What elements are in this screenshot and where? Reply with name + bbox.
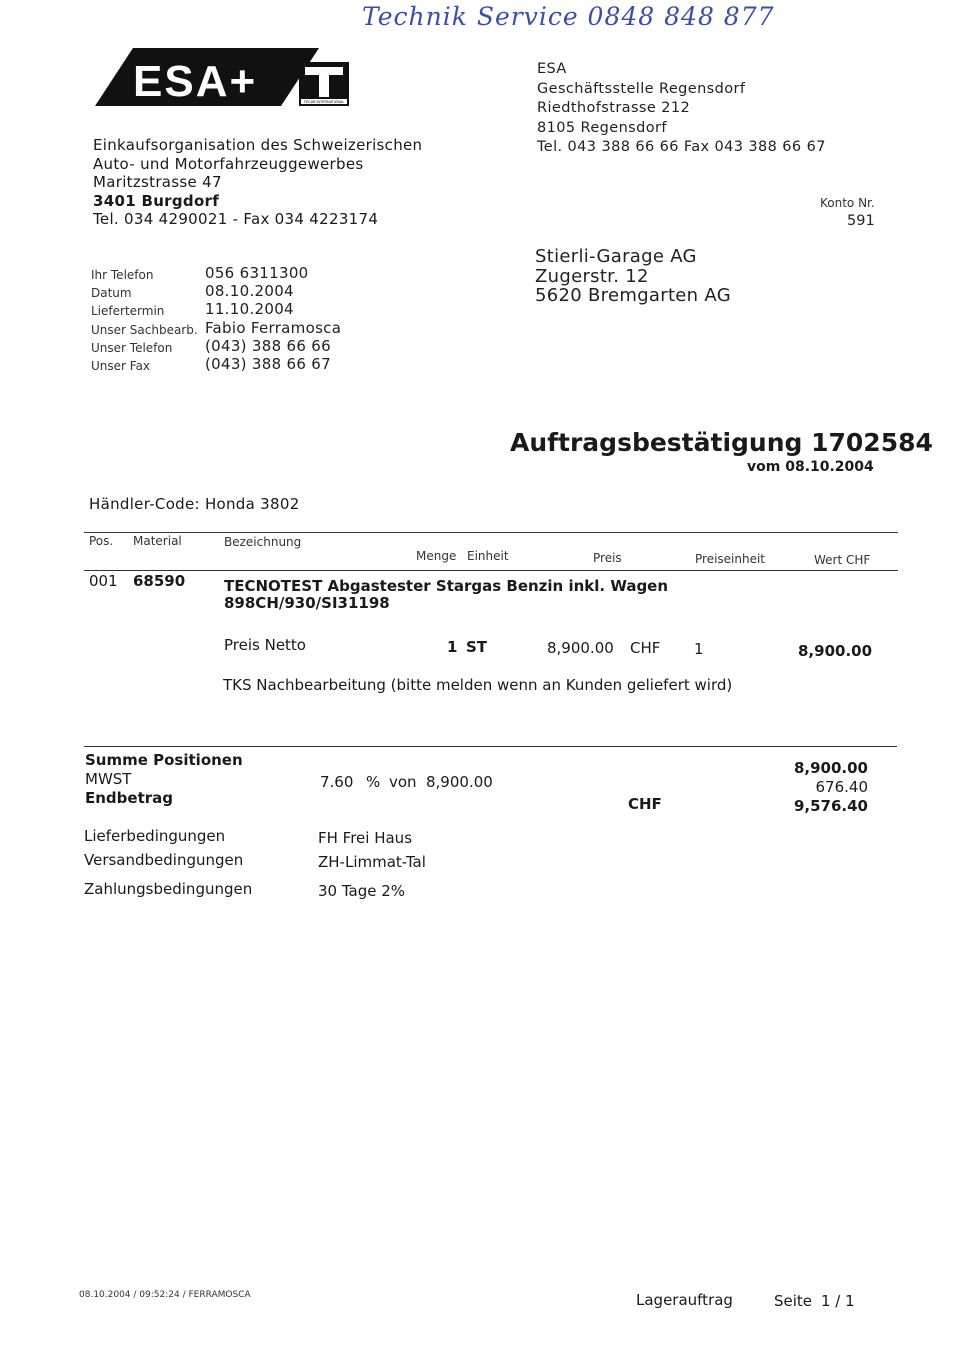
info-value: (043) 388 66 66 [205,336,331,355]
header-material: Material [133,534,182,548]
dealer-code: Händler-Code: Honda 3802 [89,495,300,513]
sender-phone-fax: Tel. 034 4290021 - Fax 034 4223174 [93,210,379,228]
condition-value: ZH-Limmat-Tal [318,853,426,871]
sender-city: 3401 Burgdorf [93,191,220,210]
vat-base: 8,900.00 [426,773,493,791]
vat-value: 676.40 [815,778,868,796]
esa-office-branch: Geschäftsstelle Regensdorf [537,80,746,97]
item-note: TKS Nachbearbeitung (bitte melden wenn an Kunden geliefert wird) [223,676,733,694]
item-description-2: 898CH/930/SI31198 [224,594,390,612]
print-stamp: 08.10.2004 / 09:52:24 / FERRAMOSCA [79,1290,251,1300]
vat-label: MWST [85,770,132,788]
esa-logo [95,44,350,110]
header-price-unit: Preiseinheit [695,552,766,566]
info-value: 08.10.2004 [205,282,294,301]
vat-rate: 7.60 [320,773,354,791]
sum-label: Summe Positionen [85,751,243,769]
footer-page-label: Seite [774,1292,813,1310]
esa-office-street: Riedthofstrasse 212 [537,100,691,116]
price-unit-st: ST [466,638,488,656]
condition-value: FH Frei Haus [318,829,413,847]
info-value: Fabio Ferramosca [205,318,342,337]
info-label: Ihr Telefon [91,268,154,282]
handwritten-note: Technik Service 0848 848 877 [362,2,775,31]
sender-street: Maritzstrasse 47 [93,173,222,191]
footer-type: Lagerauftrag [636,1291,733,1309]
condition-value: 30 Tage 2% [318,882,406,900]
condition-label: Zahlungsbedingungen [84,880,253,898]
table-top-rule [84,532,898,533]
recipient-address [535,247,731,306]
info-labels [91,266,198,375]
document-title: Auftragsbestätigung 1702584 [510,428,933,457]
header-unit: Einheit [467,549,509,563]
esa-office-city: 8105 Regensdorf [537,119,667,136]
header-quantity: Menge [416,549,457,563]
esa-office-phone-fax: Tel. 043 388 66 66 Fax 043 388 66 67 [537,139,826,155]
info-value: (043) 388 66 67 [205,355,331,374]
total-value: 9,576.40 [793,797,868,815]
esa-office-address [537,60,826,158]
header-value: Wert CHF [814,553,871,567]
tecar-text: TECAR INTERNATIONAL [303,100,345,104]
table-header-rule [84,570,898,571]
condition-label: Versandbedingungen [84,851,244,869]
price-per-unit: 1 [694,640,704,658]
sender-line2: Auto- und Motorfahrzeuggewerbes [93,154,364,173]
header-price: Preis [593,551,622,565]
sender-address [93,136,422,229]
logo-text: ESA+ [133,57,258,106]
item-pos: 001 [89,572,118,590]
info-value: 056 6311300 [205,264,309,282]
info-label: Liefertermin [91,304,165,319]
total-label: Endbetrag [85,789,174,807]
condition-label: Lieferbedingungen [84,827,226,845]
price-value: 8,900.00 [798,642,873,660]
account-value: 591 [847,213,875,229]
info-values [205,264,341,373]
info-value: 11.10.2004 [205,300,294,319]
footer-page: 1 / 1 [821,1292,855,1310]
esa-office-name: ESA [537,61,567,77]
price-currency: CHF [630,639,661,657]
sender-line1: Einkaufsorganisation des Schweizerischen [93,136,423,154]
recipient-city: 5620 Bremgarten AG [535,285,731,306]
vat-base-prefix: von [389,773,417,791]
vat-percent: % [366,773,381,791]
info-label: Datum [91,286,132,301]
document-date: vom 08.10.2004 [747,459,874,475]
recipient-street: Zugerstr. 12 [535,265,649,287]
totals-currency: CHF [628,795,662,813]
info-label: Unser Telefon [91,340,173,355]
item-description: TECNOTEST Abgastester Stargas Benzin inkl. Wagen [224,577,669,595]
price-net-label: Preis Netto [224,636,306,654]
price-quantity: 1 [447,638,458,656]
header-pos: Pos. [89,534,114,548]
recipient-name: Stierli-Garage AG [535,246,697,267]
account-label: Konto Nr. [820,196,875,210]
sum-value: 8,900.00 [793,759,868,777]
item-material: 68590 [133,572,186,590]
totals-rule [84,746,897,747]
info-label: Unser Sachbearb. [91,322,198,337]
info-label: Unser Fax [91,359,151,374]
header-description: Bezeichnung [224,535,302,549]
price-amount: 8,900.00 [547,639,614,657]
